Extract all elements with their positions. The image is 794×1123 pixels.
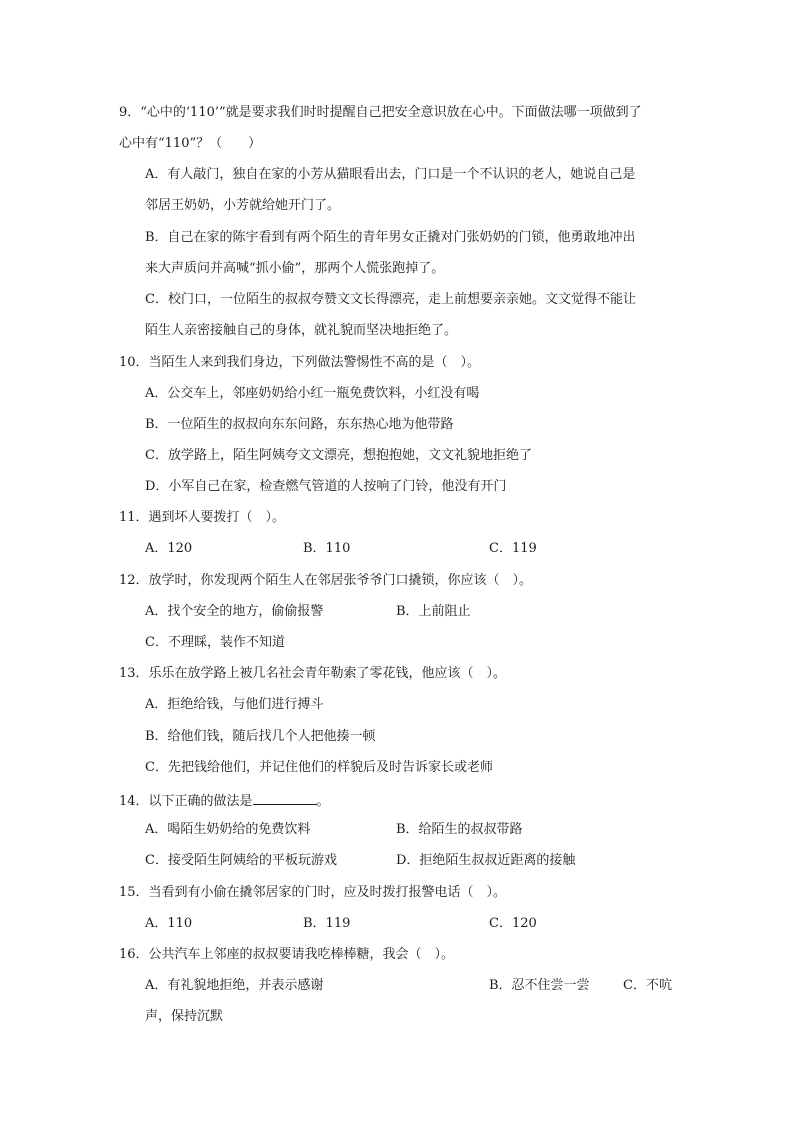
option-b: B．110	[303, 541, 351, 556]
option-c: C．放学路上，陌生阿姨夸文文漂亮，想抱抱她，文文礼貌地拒绝了	[145, 448, 532, 463]
option-c: C．不理睬，装作不知道	[145, 635, 285, 650]
question-stem-text: 14．以下正确的做法是	[119, 794, 253, 809]
question-stem: 心中有“110”？（ ）	[119, 136, 262, 151]
option-b: B．119	[303, 916, 351, 931]
option-c: C．校门口，一位陌生的叔叔夸赞文文长得漂亮，走上前想要亲亲她。文文觉得不能让	[145, 292, 636, 307]
option-a: A．120	[145, 541, 193, 556]
option-b: B．忍不住尝一尝	[489, 978, 590, 993]
option-d: D．拒绝陌生叔叔近距离的接触	[396, 853, 576, 868]
question-stem-end: 。	[316, 794, 330, 809]
option-a: A．110	[145, 916, 193, 931]
answer-blank	[253, 790, 317, 805]
question-stem: 13．乐乐在放学路上被几名社会青年勒索了零花钱，他应该（ ）。	[119, 666, 507, 681]
option-b: B．上前阻止	[396, 604, 471, 619]
option-a: A．有礼貌地拒绝，并表示感谢	[145, 978, 324, 993]
option-a: A．有人敲门，独自在家的小芳从猫眼看出去，门口是一个不认识的老人，她说自己是	[145, 167, 636, 182]
option-b: B．一位陌生的叔叔向东东问路，东东热心地为他带路	[145, 417, 454, 432]
question-stem: 15．当看到有小偷在撬邻居家的门时，应及时拨打报警电话（ ）。	[119, 885, 507, 900]
option-c: C．119	[489, 541, 537, 556]
option-a: A．拒绝给钱，与他们进行搏斗	[145, 697, 324, 712]
option-d: D．小军自己在家，检查燃气管道的人按响了门铃，他没有开门	[145, 479, 507, 494]
option-c: C．120	[489, 916, 537, 931]
option-a-cont: 邻居王奶奶，小芳就给她开门了。	[145, 198, 341, 213]
option-b: B．自己在家的陈宇看到有两个陌生的青年男女正撬对门张奶奶的门锁，他勇敢地冲出	[145, 230, 636, 245]
option-b: B．给陌生的叔叔带路	[396, 822, 523, 837]
option-a: A．找个安全的地方，偷偷报警	[145, 604, 324, 619]
option-c-cont: 声，保持沉默	[145, 1009, 224, 1024]
option-b: B．给他们钱，随后找几个人把他揍一顿	[145, 729, 376, 744]
option-b-cont: 来大声质问并高喊“抓小偷”，那两个人慌张跑掉了。	[145, 261, 445, 276]
question-stem: 12．放学时，你发现两个陌生人在邻居张爷爷门口撬锁，你应该（ ）。	[119, 573, 533, 588]
option-c: C．先把钱给他们，并记住他们的样貌后及时告诉家长或老师	[145, 760, 493, 775]
option-c-cont: 陌生人亲密接触自己的身体，就礼貌而坚决地拒绝了。	[145, 323, 458, 338]
question-stem: 11．遇到坏人要拨打（ ）。	[119, 510, 286, 525]
question-stem: 9．“心中的‘110’”就是要求我们时时提醒自己把安全意识放在心中。下面做法哪一项做到了	[119, 105, 642, 120]
option-a: A．喝陌生奶奶给的免费饮料	[145, 822, 311, 837]
question-stem: 16．公共汽车上邻座的叔叔要请我吃棒棒糖，我会（ ）。	[119, 947, 455, 962]
option-a: A．公交车上，邻座奶奶给小红一瓶免费饮料，小红没有喝	[145, 386, 480, 401]
question-stem: 10．当陌生人来到我们身边，下列做法警惕性不高的是（ ）。	[119, 355, 481, 370]
option-c: C．接受陌生阿姨给的平板玩游戏	[145, 853, 337, 868]
option-c: C．不吭	[623, 978, 672, 993]
question-stem	[119, 790, 330, 811]
